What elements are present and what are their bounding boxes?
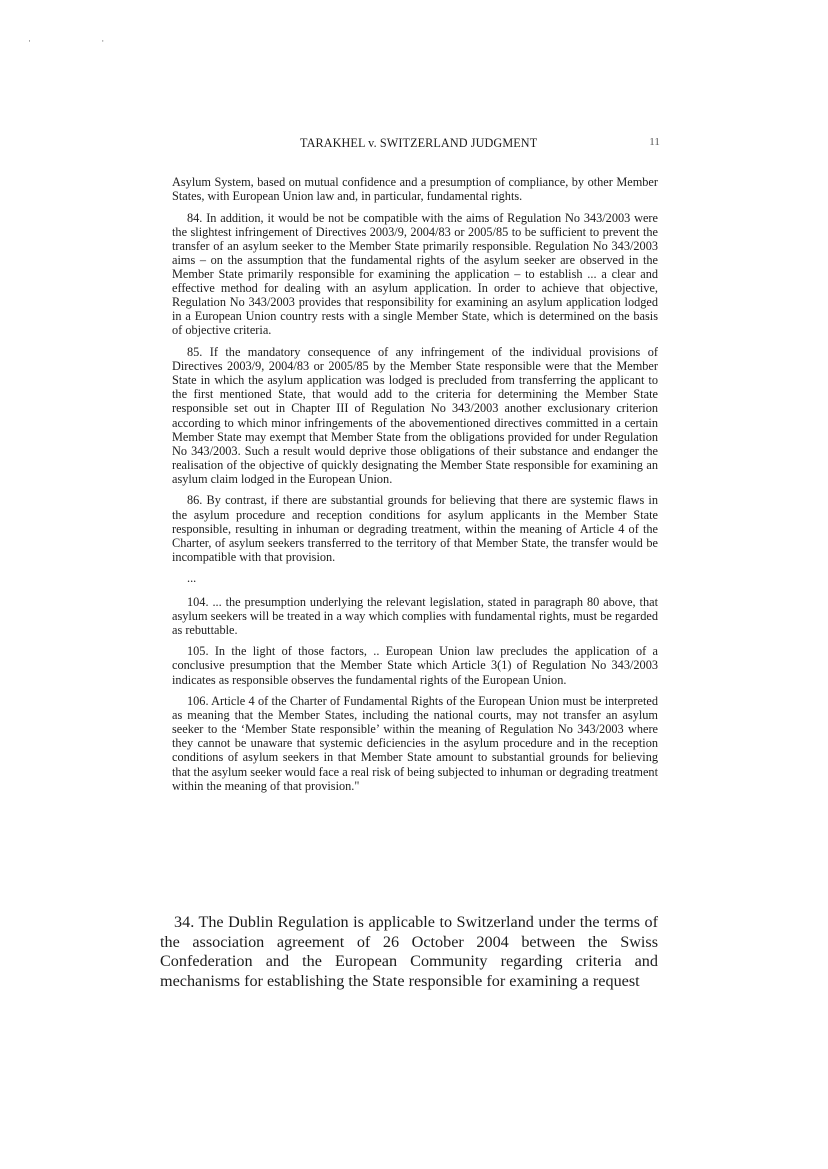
header-title: TARAKHEL v. SWITZERLAND JUDGMENT: [300, 136, 538, 150]
quote-paragraph-84: 84. In addition, it would be not be compatible with the aims of Regulation No 343/2003 were the slightest infringement of Directives 2003/9, 2004/83 or 2005/85 to be sufficient to prevent the transfer of an asylum seeker to the Member State primarily responsible. Regulation No 343/2003 aims – on the assumption that the fundamental rights of the asylum seeker are observed in the Member State primarily responsible for examining the application – to establish ... a clear and effective method for dealing with an asylum application. In order to achieve that objective, Regulation No 343/2003 provides that responsibility for examining an asylum application lodged in a European Union country rests with a single Member State, which is determined on the basis of objective criteria.: [172, 210, 658, 338]
quoted-judgment-block: [172, 175, 658, 800]
quote-paragraph-continuation: Asylum System, based on mutual confidence and a presumption of compliance, by other Member States, with European Union law and, in particular, fundamental rights.: [172, 175, 658, 204]
paragraph-34: 34. The Dublin Regulation is applicable to Switzerland under the terms of the association agreement of 26 October 2004 between the Swiss Confederation and the European Community regarding criteria and mechanisms for establishing the State responsible for examining a request: [160, 913, 658, 990]
quote-paragraph-85: 85. If the mandatory consequence of any infringement of the individual provisions of Directives 2003/9, 2004/83 or 2005/85 by the Member State responsible were that the Member State in which the asylum application was lodged is precluded from transferring the applicant to the first mentioned State, that would add to the criteria for determining the Member State responsible set out in Chapter III of Regulation No 343/2003 another exclusionary criterion according to which minor infringements of the abovementioned directives committed in a certain Member State may exempt that Member State from the obligations provided for under Regulation No 343/2003. Such a result would deprive those obligations of their substance and endanger the realisation of the objective of quickly designating the Member State responsible for examining an asylum claim lodged in the European Union.: [172, 345, 658, 486]
page-number: 11: [649, 136, 660, 148]
main-body-text: [160, 913, 658, 991]
quote-paragraph-86: 86. By contrast, if there are substantial grounds for believing that there are systemic flaws in the asylum procedure and reception conditions for asylum applicants in the Member State responsible, resulting in inhuman or degrading treatment, within the meaning of Article 4 of the Charter, of asylum seekers transferred to the territory of that Member State, the transfer would be incompatible with that provision.: [172, 493, 658, 564]
quote-paragraph-104: 104. ... the presumption underlying the relevant legislation, stated in paragraph 80 above, that asylum seekers will be treated in a way which complies with fundamental rights, must be regarded as rebuttable.: [172, 594, 658, 637]
quote-ellipsis: ...: [187, 571, 197, 586]
quote-paragraph-106: 106. Article 4 of the Charter of Fundamental Rights of the European Union must be interpreted as meaning that the Member States, including the national courts, may not transfer an asylum seeker to the ‘Member State responsible’ within the meaning of Regulation No 343/2003 where they cannot be unaware that systemic deficiencies in the asylum procedure and in the reception conditions of asylum seekers in that Member State amount to substantial grounds for believing that the asylum seeker would face a real risk of being subjected to inhuman or degrading treatment within the meaning of that provision.": [172, 694, 658, 793]
quote-paragraph-105: 105. In the light of those factors, .. European Union law precludes the application of a conclusive presumption that the Member State which Article 3(1) of Regulation No 343/2003 indicates as responsible observes the fundamental rights of the European Union.: [172, 644, 658, 687]
running-header: [160, 136, 660, 154]
scan-specks: · ·: [28, 36, 139, 46]
